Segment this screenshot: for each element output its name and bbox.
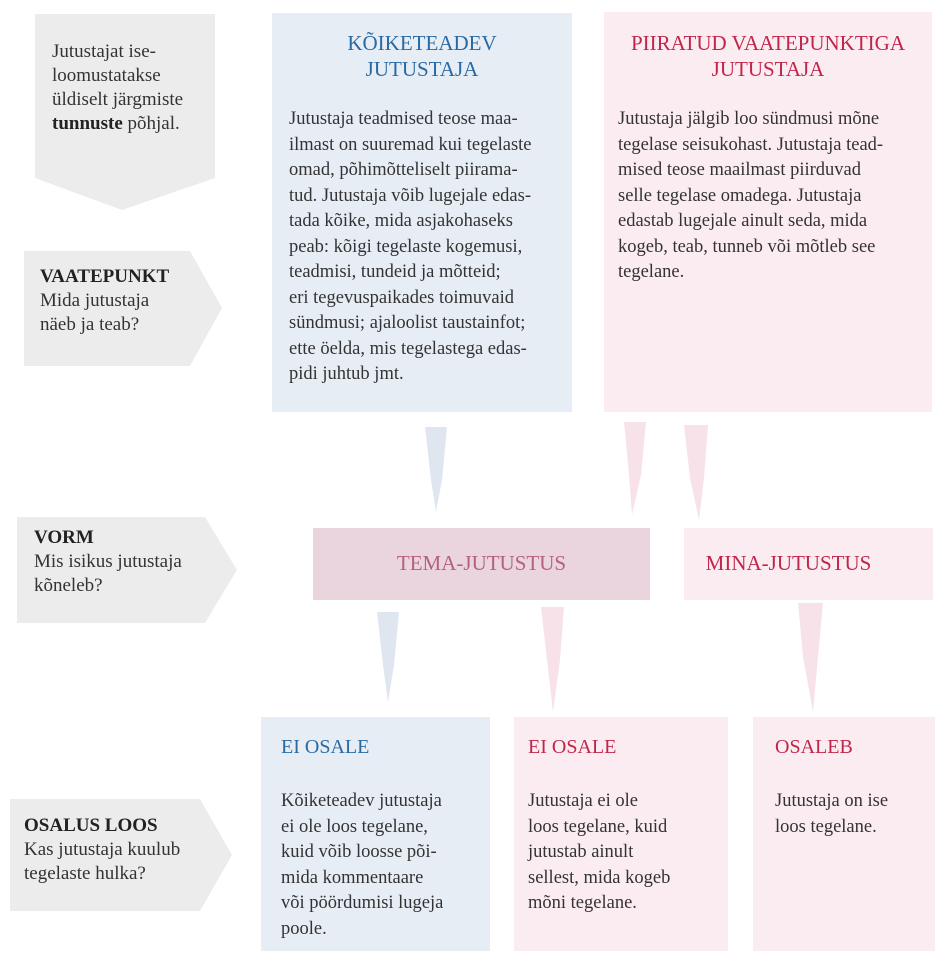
participation-a-title: EI OSALE	[281, 736, 370, 758]
intro-rest: põhjal.	[122, 113, 180, 134]
omniscient-box	[272, 13, 572, 412]
third-person-box	[313, 528, 650, 600]
viewpoint-label	[40, 265, 210, 337]
connector-third-a	[377, 612, 399, 702]
connector-omniscient-third	[425, 427, 447, 512]
intro-text	[52, 40, 217, 136]
participation-box-c	[753, 717, 935, 951]
intro-line-4	[52, 112, 217, 136]
omniscient-title: KÕIKETEADEV JUTUSTAJA	[347, 31, 497, 81]
form-question: Mis isikus jutustaja kõneleb?	[34, 551, 182, 596]
omniscient-text: Jutustaja teadmised teose maa- ilmast on suuremad kui tegelaste omad, põhimõtteliselt piirama- tud. Jutustaja võib lugejale edas- tada kõike, mida asjakohaseks peab: kõigi tegelaste kogemusi, teadmisi, tundeid ja mõtteid; eri tegevuspaikades toimuvaid sündmusi; ajaloolist taustainfot; ette öelda, mis tegelastega edas- pidi juhtub jmt.	[289, 109, 532, 384]
participation-b-text: Jutustaja ei ole loos tegelane, kuid jutustab ainult sellest, mida kogeb mõni tegelane.	[528, 791, 671, 913]
viewpoint-title: VAATEPUNKT	[40, 266, 170, 287]
limited-title: PIIRATUD VAATEPUNKTIGA JUTUSTAJA	[631, 31, 905, 81]
third-person-label: TEMA-JUTUSTUS	[396, 551, 567, 575]
participation-a-text: Kõiketeadev jutustaja ei ole loos tegelane, kuid võib loosse põi- mida kommentaare või pöördumisi lugeja poole.	[281, 791, 444, 939]
participation-box-a	[261, 717, 490, 951]
participation-question: Kas jutustaja kuulub tegelaste hulka?	[24, 839, 181, 884]
form-title: VORM	[34, 527, 94, 548]
connector-first-c	[798, 603, 823, 712]
participation-title: OSALUS LOOS	[24, 815, 158, 836]
participation-label	[24, 814, 224, 886]
participation-box-b	[514, 717, 728, 951]
connector-limited-first	[684, 425, 708, 520]
limited-box	[604, 12, 932, 412]
intro-line-3: üldiselt järgmiste	[52, 89, 184, 110]
viewpoint-question: Mida jutustaja näeb ja teab?	[40, 290, 150, 335]
first-person-box	[684, 528, 933, 600]
participation-b-title: EI OSALE	[528, 736, 617, 758]
limited-text: Jutustaja jälgib loo sündmusi mõne tegelase seisukohast. Jutustaja tead- mised teose maailmast piirduvad selle tegelase omadega. Jutustaja edastab lugejale ainult seda, mida kogeb, teab, tunneb või mõtleb see tegelane.	[618, 109, 884, 282]
participation-c-title: OSALEB	[775, 736, 853, 758]
first-person-label: MINA-JUTUSTUS	[705, 551, 872, 575]
intro-line-2: loomustatakse	[52, 65, 161, 86]
connector-limited-third	[624, 422, 646, 515]
participation-c-text: Jutustaja on ise loos tegelane.	[775, 791, 889, 837]
form-label	[34, 526, 224, 598]
connector-third-b	[541, 607, 564, 712]
intro-line-1: Jutustajat ise-	[52, 41, 156, 62]
intro-bold: tunnuste	[52, 113, 123, 134]
